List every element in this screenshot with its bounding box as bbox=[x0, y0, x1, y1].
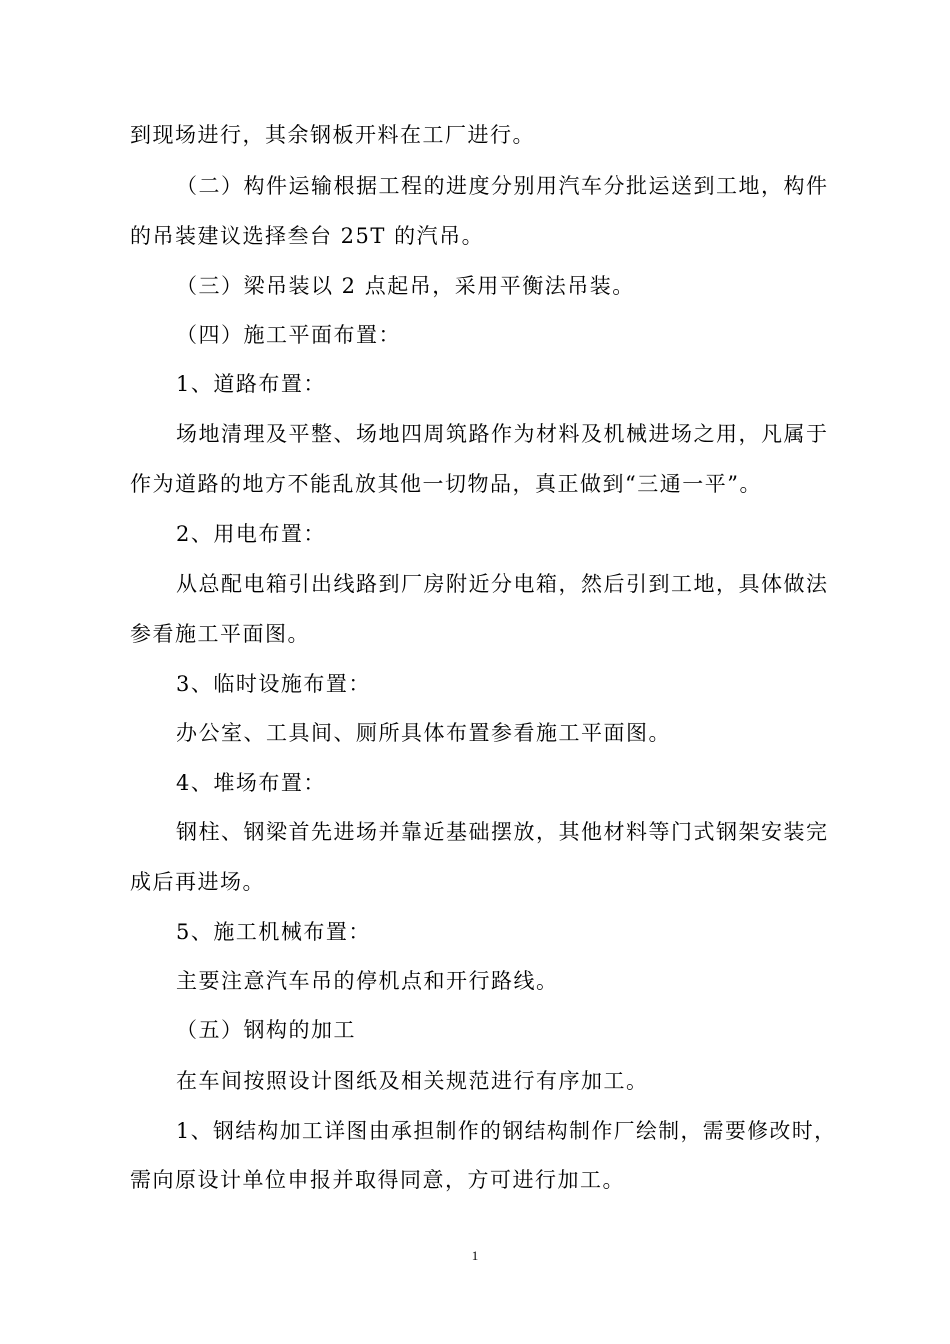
text-line-15: 钢柱、钢梁首先进场并靠近基础摆放，其他材料等门式钢架安装完 bbox=[176, 820, 829, 844]
text-line-8: 作为道路的地方不能乱放其他一切物品，真正做到“三通一平”。 bbox=[130, 472, 762, 496]
text-line-4: （三）梁吊装以 2 点起吊，采用平衡法吊装。 bbox=[176, 274, 635, 298]
text-line-3: 的吊装建议选择叁台 25T 的汽吊。 bbox=[130, 224, 485, 248]
text-line-21: 1、钢结构加工详图由承担制作的钢结构制作厂绘制，需要修改时， bbox=[176, 1119, 837, 1143]
text-line-2: （二）构件运输根据工程的进度分别用汽车分批运送到工地，构件 bbox=[176, 174, 829, 198]
text-line-1: 到现场进行，其余钢板开料在工厂进行。 bbox=[130, 123, 535, 147]
text-line-20: 在车间按照设计图纸及相关规范进行有序加工。 bbox=[176, 1069, 649, 1093]
text-line-18: 主要注意汽车吊的停机点和开行路线。 bbox=[176, 969, 559, 993]
text-line-10: 从总配电箱引出线路到厂房附近分电箱，然后引到工地，具体做法 bbox=[176, 572, 829, 596]
text-line-5: （四）施工平面布置： bbox=[176, 323, 401, 347]
page-number: 1 bbox=[471, 1248, 479, 1263]
text-line-13: 办公室、工具间、厕所具体布置参看施工平面图。 bbox=[176, 721, 671, 745]
text-line-16: 成后再进场。 bbox=[130, 870, 265, 894]
text-line-6: 1、道路布置： bbox=[176, 372, 326, 396]
text-line-7: 场地清理及平整、场地四周筑路作为材料及机械进场之用，凡属于 bbox=[176, 422, 829, 446]
text-line-14: 4、堆场布置： bbox=[176, 771, 326, 795]
text-line-12: 3、临时设施布置： bbox=[176, 672, 371, 696]
text-line-11: 参看施工平面图。 bbox=[130, 622, 310, 646]
text-line-22: 需向原设计单位申报并取得同意，方可进行加工。 bbox=[130, 1168, 625, 1192]
text-line-17: 5、施工机械布置： bbox=[176, 920, 371, 944]
text-line-9: 2、用电布置： bbox=[176, 522, 326, 546]
text-line-19: （五）钢构的加工 bbox=[176, 1018, 356, 1042]
